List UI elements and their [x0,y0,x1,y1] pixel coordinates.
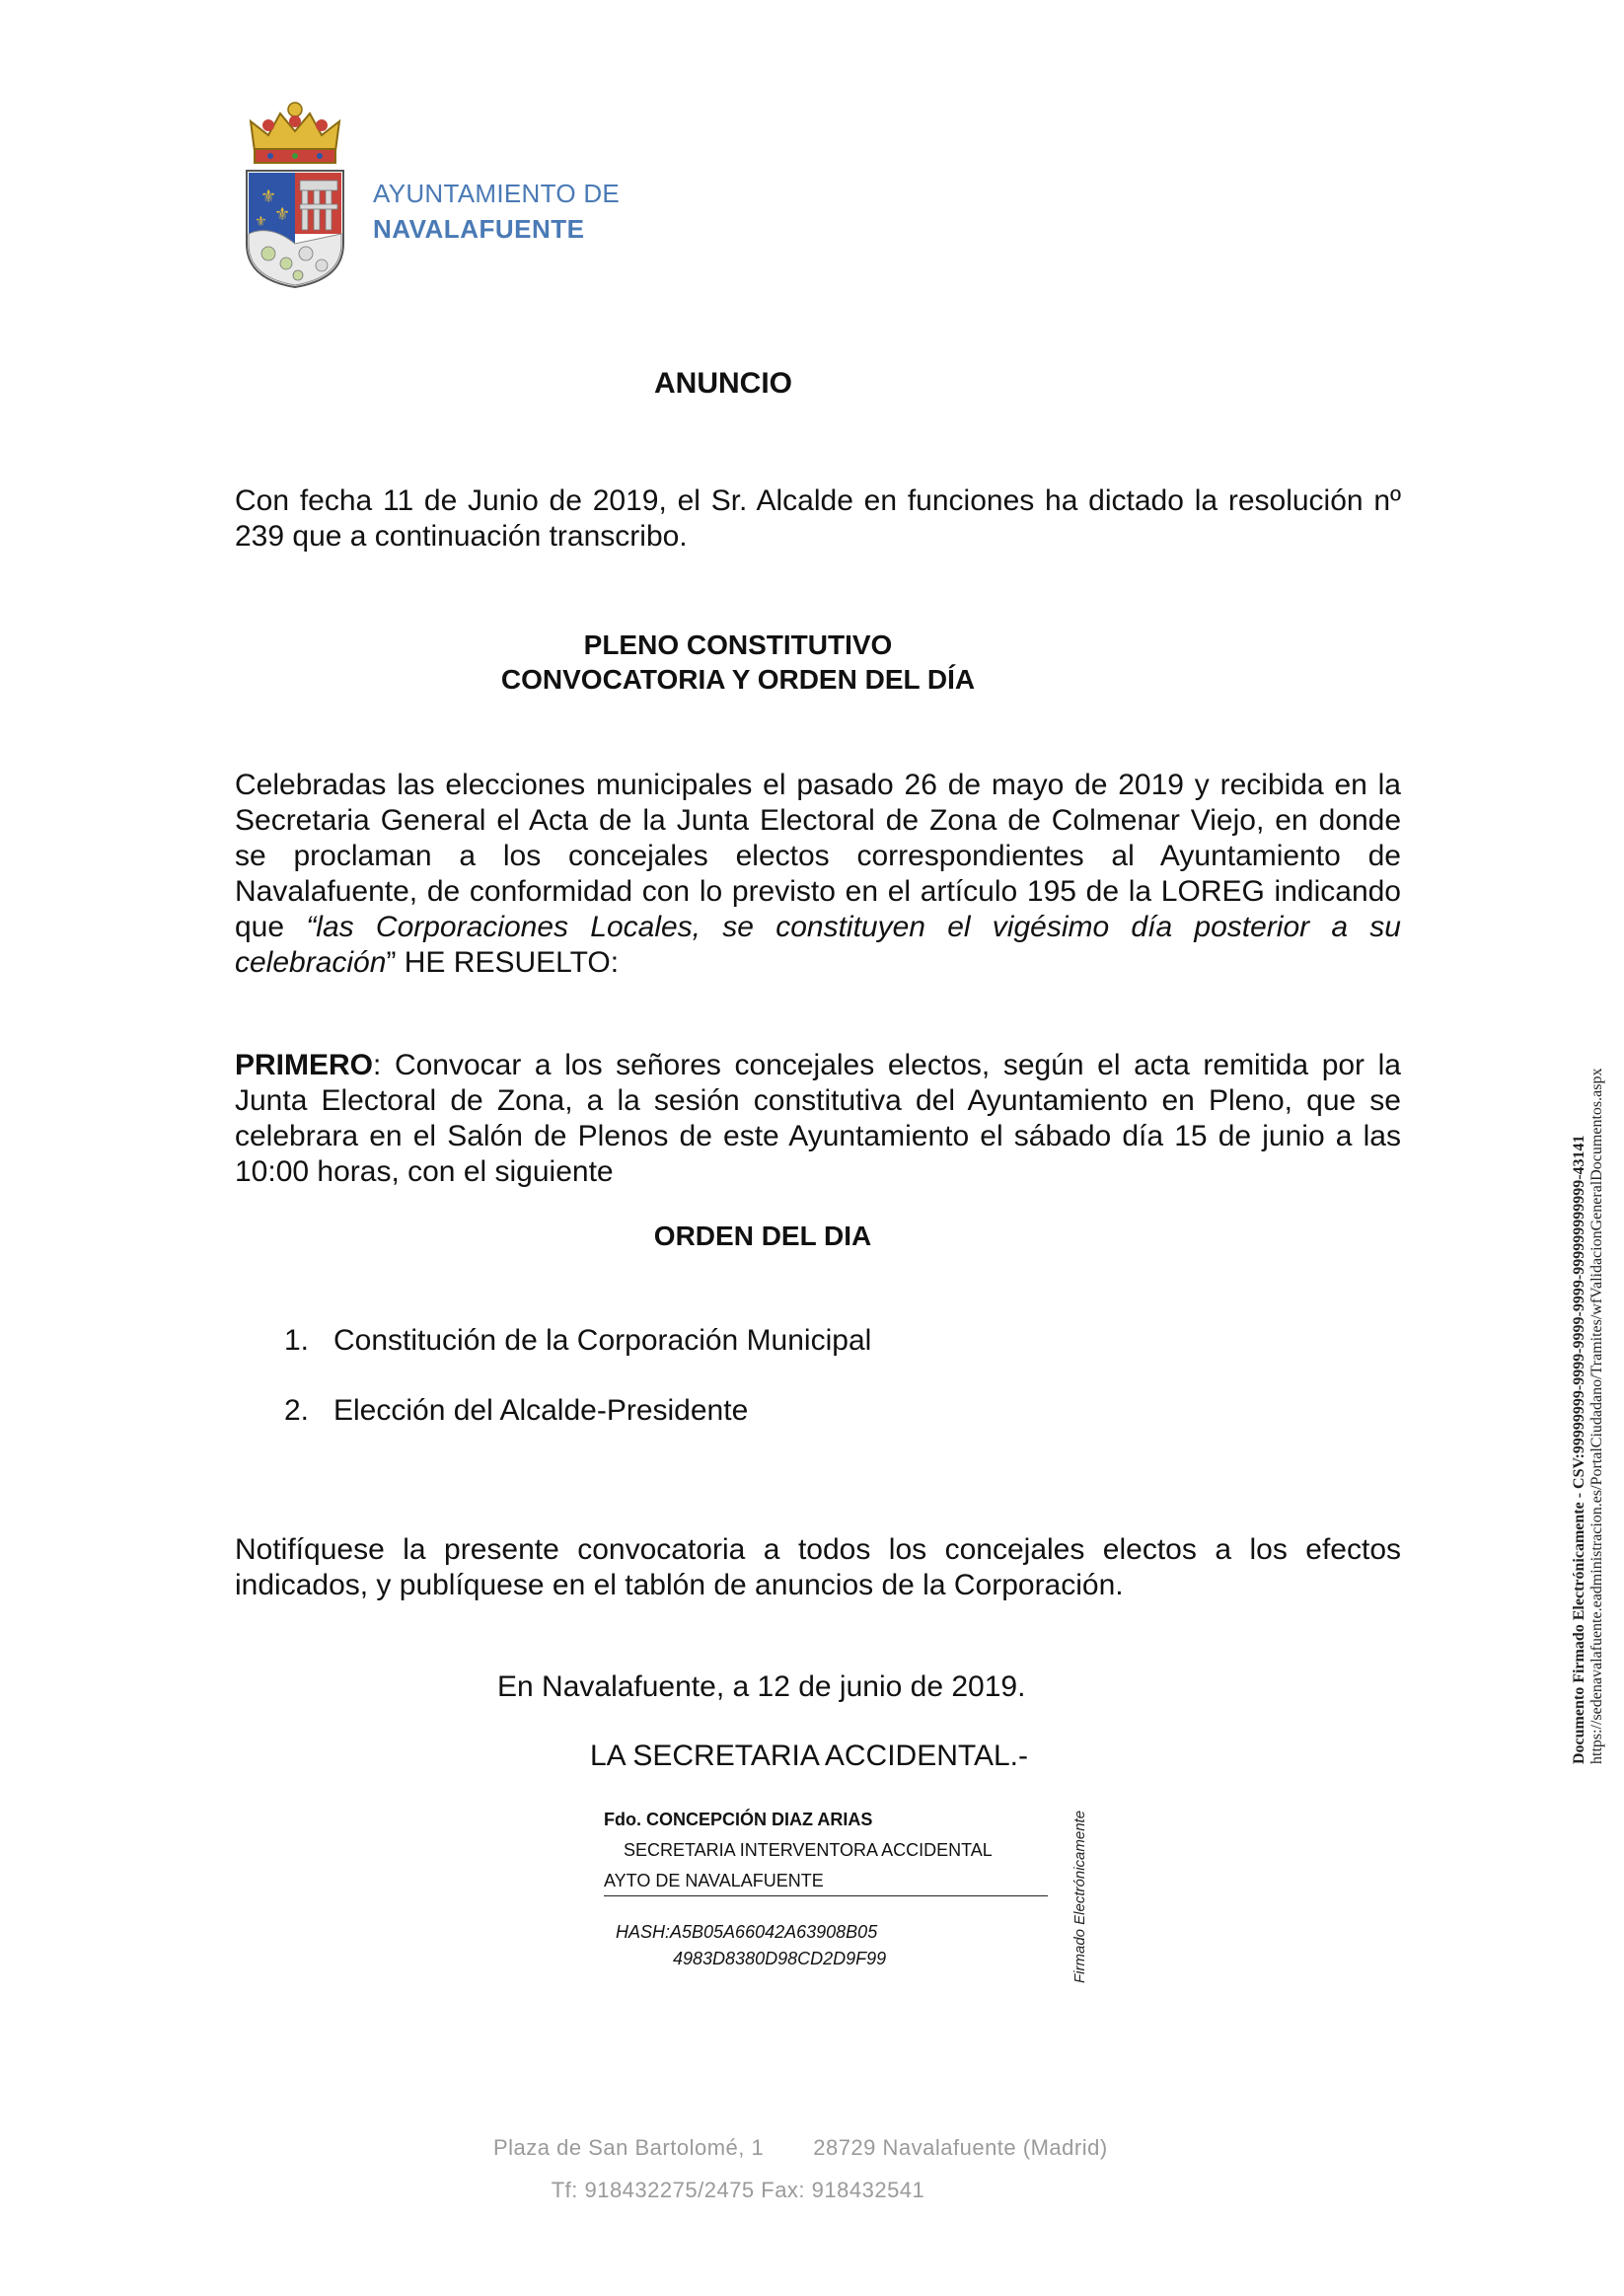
shield-icon [247,171,343,287]
primero-text: : Convocar a los señores concejales electos, según el acta remitida por la Junta Electoral de Zona, a la sesión constitutiva del Ayuntamiento en Pleno, que se celebrara en el Salón de Plenos de este Ayuntamiento el sábado día 15 de junio a las 10:00 horas, con el siguiente [235,1049,1401,1188]
validation-url[interactable]: https://sedenavalafuente.eadministracion.es/PortalCiudadano/Tramites/wfValidacionGeneralDocumentos.aspx [1588,1068,1605,1764]
primero-paragraph [235,1048,1401,1190]
main-text-before: Celebradas las elecciones municipales el pasado 26 de mayo de 2019 y recibida en la Secretaria General el Acta de la Junta Electoral de Zona de Colmenar Viejo, en donde se proclaman a los concejales electos correspondientes al Ayuntamiento de Navalafuente, de conformidad con lo previsto en el artículo 195 de la LOREG indicando que [235,769,1401,943]
list-item [284,1324,871,1358]
heading-convocatoria-text: CONVOCATORIA Y ORDEN DEL DÍA [500,664,976,695]
signature-hash-line2: 4983D8380D98CD2D9F99 [673,1949,887,1968]
footer-address: Plaza de San Bartolomé, 1 [493,2135,765,2160]
heading-convocatoria [0,664,1624,696]
main-text-after: ” HE RESUELTO: [386,946,620,979]
main-paragraph [235,768,1401,981]
notification-paragraph: Notifíquese la presente convocatoria a todos los concejales electos a los efectos indicados, y publíquese en el tablón de anuncios de la Corporación. [235,1533,1401,1601]
heading-pleno-text: PLENO CONSTITUTIVO [583,630,893,660]
footer-phones: Tf: 918432275/2475 Fax: 918432541 [551,2178,925,2202]
crown-icon [251,103,339,163]
signature-block [604,1810,1048,1969]
csv-line: Documento Firmado Electrónicamente - CSV:99999999-9999-9999-9999-999999999999-43141 [1571,1135,1587,1764]
secretary-title: LA SECRETARIA ACCIDENTAL.- [590,1740,1029,1772]
org-name-line1: AYUNTAMIENTO DE [373,179,621,208]
list-item-number: 1. [284,1324,310,1357]
coat-of-arms-icon [241,96,349,289]
signer-role: SECRETARIA INTERVENTORA ACCIDENTAL [624,1840,993,1860]
document-title-text: ANUNCIO [654,367,792,400]
footer-city: 28729 Navalafuente (Madrid) [813,2135,1108,2160]
svg-text:⚜: ⚜ [255,214,267,230]
place-date: En Navalafuente, a 12 de junio de 2019. [497,1670,1026,1703]
list-item [284,1394,748,1428]
main-quote: “las Corporaciones Locales, se constituyen el vigésimo día posterior a su celebración [235,911,1401,979]
electronic-signature-label: Firmado Electrónicamente [1071,1810,1088,1983]
footer-address-line [493,2135,1108,2161]
signer-name: Fdo. CONCEPCIÓN DIAZ ARIAS [604,1810,873,1829]
footer-phones-line [0,2178,1624,2203]
list-item-text: Constitución de la Corporación Municipal [333,1324,872,1357]
csv-margin-note [1571,1069,1606,1764]
primero-label: PRIMERO [235,1049,374,1081]
list-item-text: Elección del Alcalde-Presidente [333,1394,749,1427]
heading-orden [0,1221,1624,1252]
signer-organization: AYTO DE NAVALAFUENTE [604,1871,1048,1896]
list-item-number: 2. [284,1394,310,1427]
svg-text:⚜: ⚜ [274,204,291,225]
svg-text:⚜: ⚜ [260,186,277,207]
signature-hash-line1: HASH:A5B05A66042A63908B05 [616,1922,878,1942]
intro-paragraph: Con fecha 11 de Junio de 2019, el Sr. Alcalde en funciones ha dictado la resolución nº 239 que a continuación transcribo. [235,484,1401,553]
heading-pleno [0,630,1624,661]
org-name-line2: NAVALAFUENTE [373,214,585,244]
document-title [0,367,1624,401]
heading-orden-text: ORDEN DEL DIA [653,1221,872,1251]
